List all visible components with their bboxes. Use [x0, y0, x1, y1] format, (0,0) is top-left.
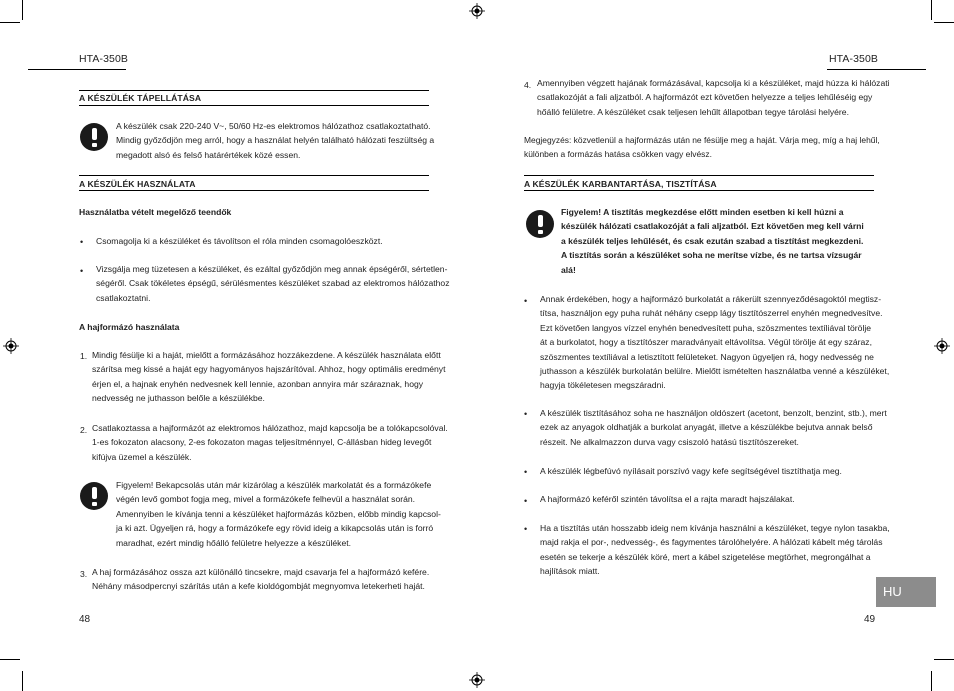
- crop-mark: [0, 22, 20, 23]
- list-number: 1.: [80, 351, 88, 361]
- registration-mark-icon: [934, 338, 950, 354]
- instruction-1: Mindig fésülje ki a haját, mielőtt a formázásához hozzákezdene. A készülék használata előtt szárítsa meg kissé a haját egy hagyományos hajszárítóval. Ahhoz, hogy optimális eredményt érjen el, a hajnak enyhén nedvesnek kell lennie, azonban annyira már száraznak, hogy nedvesség ne juthasson belőle a készülékbe.: [92, 350, 446, 404]
- cleaning-bullet-housing: Annak érdekében, hogy a hajformázó burkolatát a rákerült szennyeződésagoktól megtisz- títsa, használjon egy puha ruhát néhány csepp lágy tisztítószerrel enyhén megnedvesítve. Ezt követően langyos vízzel enyhén benedvesített puha, szöszmentes textíliával törölje át a burkolatot, hogy a tisztítószer maradványait eltávolítsa. Végül törölje át egy száraz, szöszmentes textíliával a letisztított felületeket. Nagyon ügyeljen rá, hogy nedvesség ne juthasson a készülék burkolatán belülre. Mielőtt ismételten használatba venné a készüléket, hagyja tökéletesen megszáradni.: [540, 294, 890, 391]
- crop-mark: [22, 0, 23, 20]
- warning-text-cleaning: Figyelem! A tisztítás megkezdése előtt minden esetben ki kell húzni a készülék hálózati csatlakozóját a fali aljzatból. Ezt követően meg kell várni a készülék teljes lehűlését, és csak ezután szabad a tisztítást megkezdeni. A tisztítás során a készüléket soha ne merítse vízbe, és ne tartsa vízsugár alá!: [561, 207, 864, 275]
- prep-heading: Használatba vételt megelőző teendők: [79, 207, 232, 217]
- cleaning-bullet-hair: A hajformázó keféről szintén távolítsa el a rajta maradt hajszálakat.: [540, 494, 795, 504]
- bullet-glyph: •: [524, 496, 528, 506]
- bullet-glyph: •: [80, 237, 84, 247]
- header-rule-right: [827, 69, 926, 70]
- section-title-usage: A KÉSZÜLÉK HASZNÁLATA: [79, 179, 196, 189]
- warning-text-hot-brush: Figyelem! Bekapcsolás után már kizárólag a készülék markolatát és a formázókefe végén levő gombot fogja meg, mivel a formázókefe felhevül a használat során. Amennyiben le kívánja tenni a készüléket hajformázás közben, előbb mindig kapcsol- ja ki azt. Ügyeljen rá, hogy a formázókefe egy rövid ideig a kikapcsolás után is forró maradhat, ezért mindig hőálló felületre helyezze a készüléket.: [116, 480, 441, 548]
- model-label-left: HTA-350B: [79, 53, 129, 65]
- bullet-glyph: •: [524, 409, 528, 419]
- section-rule: [524, 190, 874, 191]
- section-rule: [79, 175, 429, 176]
- dryer-heading: A hajformázó használata: [79, 322, 180, 332]
- section-rule: [79, 90, 429, 91]
- list-number: 2.: [80, 425, 88, 435]
- section-rule: [79, 190, 429, 191]
- warning-text-power: A készülék csak 220-240 V~, 50/60 Hz-es elektromos hálózathoz csatlakoztatható. Mindig győződjön meg arról, hogy a használat helyén található hálózati feszültség a megadott alsó és felső határértékek közé essen.: [116, 121, 435, 160]
- registration-mark-icon: [469, 672, 485, 688]
- cleaning-bullet-vents: A készülék légbefúvó nyílásait porszívó vagy kefe segítségével tisztíthatja meg.: [540, 466, 842, 476]
- section-title-power: A KÉSZÜLÉK TÁPELLÁTÁSA: [79, 93, 202, 103]
- registration-mark-icon: [469, 3, 485, 19]
- model-label-right: HTA-350B: [829, 53, 879, 65]
- note-text: Megjegyzés: közvetlenül a hajformázás után ne fésülje meg a haját. Várja meg, míg a haj lehűl, különben a formázás hatása csökken vagy elvész.: [524, 135, 880, 160]
- bullet-glyph: •: [524, 296, 528, 306]
- instruction-3: A haj formázásához ossza azt különálló tincsekre, majd csavarja fel a hajformázó kefére. Néhány másodpercnyi szárítás után a kefe kioldógombját megnyomva letekerheti haját.: [92, 567, 430, 592]
- bullet-glyph: •: [524, 467, 528, 477]
- section-rule: [524, 175, 874, 176]
- crop-mark: [22, 671, 23, 691]
- prep-bullet-inspect: Vizsgálja meg tüzetesen a készüléket, és ezáltal győződjön meg annak épségéről, sértetlen- ségéről. Csak tökéletes épségű, sérülésmentes készüléket szabad az elektromos hálózathoz csatlakoztatni.: [96, 264, 450, 303]
- cleaning-bullet-storage: Ha a tisztítás után hosszabb ideig nem kívánja használni a készüléket, tegye nylon tasakba, majd rakja el por-, nedvesség-, és fagymentes tárolóhelyére. A hálózati kábelt még tárolás esetén se tekerje a készülék köré, mert a kábel szigetelése megtörhet, megrongálhat a hajlítások miatt.: [540, 523, 890, 577]
- header-rule-left: [28, 69, 126, 70]
- warning-icon: [80, 123, 108, 151]
- crop-mark: [931, 671, 932, 691]
- crop-mark: [0, 659, 20, 660]
- instruction-4: Amennyiben végzett hajának formázásával, kapcsolja ki a készüléket, majd húzza ki hálózati csatlakozóját a fali aljzatból. A hajformázót ezt követően helyezze a teljes lehűléséig egy hőálló felületre. A készüléket csak teljesen lehűlt állapotban tegye tárolási helyére.: [537, 78, 890, 117]
- crop-mark: [934, 659, 954, 660]
- section-rule: [79, 105, 429, 106]
- bullet-glyph: •: [80, 266, 84, 276]
- prep-bullet-unpack: Csomagolja ki a készüléket és távolítson el róla minden csomagolóeszközt.: [96, 236, 383, 246]
- crop-mark: [931, 0, 932, 20]
- bullet-glyph: •: [524, 524, 528, 534]
- list-number: 4.: [524, 80, 532, 90]
- list-number: 3.: [80, 569, 88, 579]
- instruction-2: Csatlakoztassa a hajformázót az elektromos hálózathoz, majd kapcsolja be a tolókapcsolóval. 1-es fokozaton alacsony, 2-es fokozaton magas teljesítménnyel, C-állásban hideg levegőt kifújva üzemel a készülék.: [92, 423, 448, 462]
- cleaning-bullet-solvents: A készülék tisztításához soha ne használjon oldószert (acetont, benzolt, benzint, stb.), mert ezek az anyagok oldhatják a burkolat anyagát, illetve a készülékbe bejutva annak belső részeit. Ne alkalmazzon durva vagy csiszoló hatású tisztítószereket.: [540, 408, 887, 447]
- page-number-right: 49: [864, 614, 876, 625]
- page-number-left: 48: [79, 614, 91, 625]
- language-tab: HU: [876, 577, 936, 607]
- warning-icon: [80, 482, 108, 510]
- warning-icon: [526, 210, 554, 238]
- section-title-maintenance: A KÉSZÜLÉK KARBANTARTÁSA, TISZTÍTÁSA: [524, 179, 717, 189]
- registration-mark-icon: [3, 338, 19, 354]
- crop-mark: [934, 22, 954, 23]
